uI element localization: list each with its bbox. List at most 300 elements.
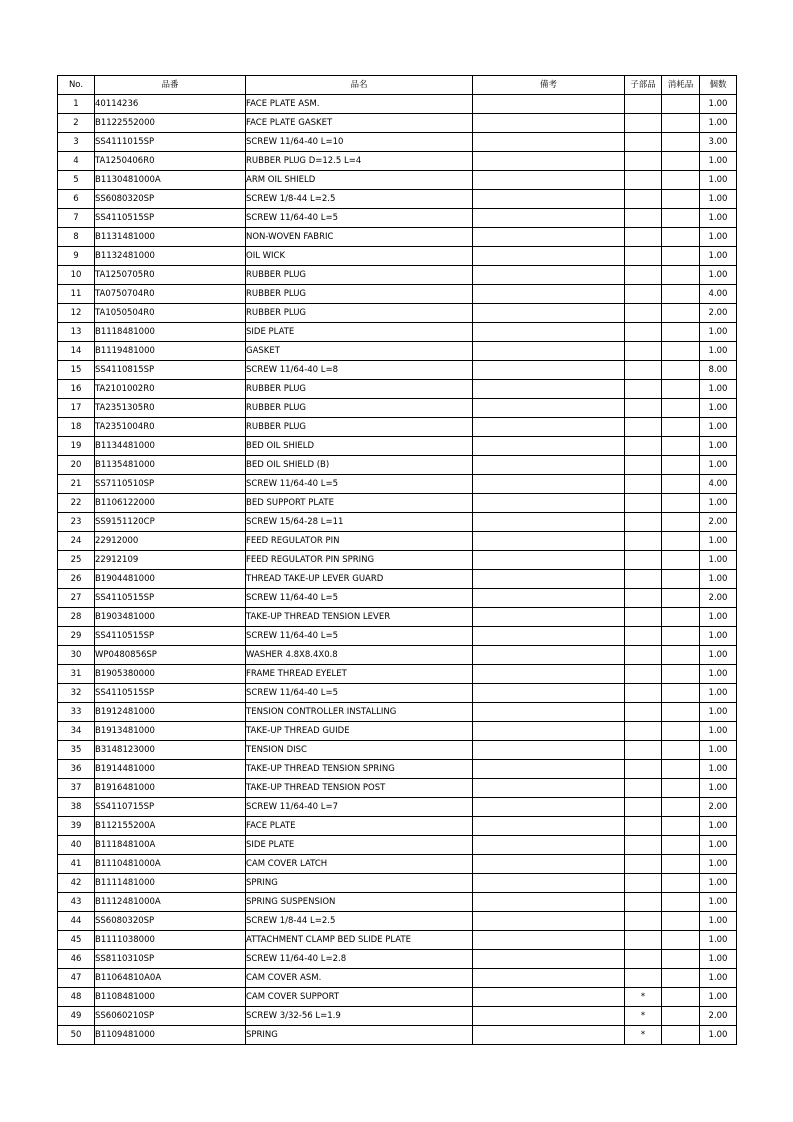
consumable-mark bbox=[662, 608, 700, 627]
remarks-cell bbox=[473, 1007, 625, 1026]
quantity: 1.00 bbox=[700, 399, 737, 418]
quantity: 1.00 bbox=[700, 779, 737, 798]
table-row bbox=[58, 589, 737, 608]
quantity: 1.00 bbox=[700, 1026, 737, 1045]
row-number: 15 bbox=[58, 361, 95, 380]
remarks-cell bbox=[473, 684, 625, 703]
part-name: SPRING SUSPENSION bbox=[246, 893, 473, 912]
part-name: CAM COVER LATCH bbox=[246, 855, 473, 874]
quantity: 1.00 bbox=[700, 874, 737, 893]
table-row bbox=[58, 285, 737, 304]
row-number: 20 bbox=[58, 456, 95, 475]
part-name: RUBBER PLUG bbox=[246, 399, 473, 418]
quantity: 1.00 bbox=[700, 323, 737, 342]
row-number: 6 bbox=[58, 190, 95, 209]
consumable-mark bbox=[662, 836, 700, 855]
remarks-cell bbox=[473, 627, 625, 646]
remarks-cell bbox=[473, 836, 625, 855]
table-row bbox=[58, 722, 737, 741]
sub-part-mark bbox=[625, 399, 662, 418]
consumable-mark bbox=[662, 665, 700, 684]
quantity: 2.00 bbox=[700, 513, 737, 532]
part-code: B1108481000 bbox=[95, 988, 246, 1007]
row-number: 44 bbox=[58, 912, 95, 931]
sub-part-mark bbox=[625, 608, 662, 627]
part-code: B1110481000A bbox=[95, 855, 246, 874]
part-code: 40114236 bbox=[95, 95, 246, 114]
consumable-mark bbox=[662, 969, 700, 988]
sub-part-mark bbox=[625, 912, 662, 931]
quantity: 2.00 bbox=[700, 1007, 737, 1026]
table-row bbox=[58, 703, 737, 722]
row-number: 41 bbox=[58, 855, 95, 874]
sub-part-mark bbox=[625, 323, 662, 342]
part-name: OIL WICK bbox=[246, 247, 473, 266]
part-code: B1913481000 bbox=[95, 722, 246, 741]
row-number: 32 bbox=[58, 684, 95, 703]
remarks-cell bbox=[473, 570, 625, 589]
remarks-cell bbox=[473, 247, 625, 266]
consumable-mark bbox=[662, 228, 700, 247]
consumable-mark bbox=[662, 855, 700, 874]
part-name: SCREW 11/64-40 L=7 bbox=[246, 798, 473, 817]
quantity: 1.00 bbox=[700, 760, 737, 779]
sub-part-mark bbox=[625, 665, 662, 684]
part-name: GASKET bbox=[246, 342, 473, 361]
table-row bbox=[58, 494, 737, 513]
part-code: B3148123000 bbox=[95, 741, 246, 760]
part-name: BED OIL SHIELD bbox=[246, 437, 473, 456]
part-code: B11064810A0A bbox=[95, 969, 246, 988]
remarks-cell bbox=[473, 950, 625, 969]
table-row bbox=[58, 893, 737, 912]
part-code: SS7110510SP bbox=[95, 475, 246, 494]
table-body bbox=[58, 95, 737, 1045]
row-number: 39 bbox=[58, 817, 95, 836]
part-code: TA1050504R0 bbox=[95, 304, 246, 323]
consumable-mark bbox=[662, 190, 700, 209]
consumable-mark bbox=[662, 114, 700, 133]
table-row bbox=[58, 361, 737, 380]
row-number: 19 bbox=[58, 437, 95, 456]
part-name: SCREW 11/64-40 L=2.8 bbox=[246, 950, 473, 969]
sub-part-mark bbox=[625, 380, 662, 399]
consumable-mark bbox=[662, 703, 700, 722]
part-code: B1914481000 bbox=[95, 760, 246, 779]
sub-part-mark bbox=[625, 931, 662, 950]
consumable-mark bbox=[662, 418, 700, 437]
remarks-cell bbox=[473, 988, 625, 1007]
quantity: 1.00 bbox=[700, 684, 737, 703]
table-row bbox=[58, 684, 737, 703]
part-name: SCREW 11/64-40 L=10 bbox=[246, 133, 473, 152]
row-number: 30 bbox=[58, 646, 95, 665]
quantity: 1.00 bbox=[700, 912, 737, 931]
table-row bbox=[58, 665, 737, 684]
table-row bbox=[58, 627, 737, 646]
part-code: B1916481000 bbox=[95, 779, 246, 798]
table-row bbox=[58, 931, 737, 950]
part-name: TAKE-UP THREAD TENSION POST bbox=[246, 779, 473, 798]
quantity: 1.00 bbox=[700, 817, 737, 836]
consumable-mark bbox=[662, 570, 700, 589]
part-code: B1111038000 bbox=[95, 931, 246, 950]
row-number: 33 bbox=[58, 703, 95, 722]
consumable-mark bbox=[662, 760, 700, 779]
row-number: 22 bbox=[58, 494, 95, 513]
quantity: 1.00 bbox=[700, 627, 737, 646]
sub-part-mark bbox=[625, 494, 662, 513]
quantity: 1.00 bbox=[700, 437, 737, 456]
header-consumable: 消耗品 bbox=[662, 76, 700, 95]
part-code: TA2351305R0 bbox=[95, 399, 246, 418]
remarks-cell bbox=[473, 760, 625, 779]
quantity: 1.00 bbox=[700, 247, 737, 266]
part-name: FACE PLATE GASKET bbox=[246, 114, 473, 133]
sub-part-mark bbox=[625, 703, 662, 722]
quantity: 1.00 bbox=[700, 152, 737, 171]
part-name: FACE PLATE ASM. bbox=[246, 95, 473, 114]
row-number: 24 bbox=[58, 532, 95, 551]
row-number: 4 bbox=[58, 152, 95, 171]
remarks-cell bbox=[473, 551, 625, 570]
remarks-cell bbox=[473, 190, 625, 209]
part-name: CAM COVER SUPPORT bbox=[246, 988, 473, 1007]
table-row bbox=[58, 114, 737, 133]
row-number: 46 bbox=[58, 950, 95, 969]
quantity: 1.00 bbox=[700, 741, 737, 760]
part-name: TAKE-UP THREAD TENSION LEVER bbox=[246, 608, 473, 627]
consumable-mark bbox=[662, 95, 700, 114]
row-number: 45 bbox=[58, 931, 95, 950]
table-row bbox=[58, 874, 737, 893]
row-number: 28 bbox=[58, 608, 95, 627]
sub-part-mark bbox=[625, 646, 662, 665]
remarks-cell bbox=[473, 266, 625, 285]
part-code: B1904481000 bbox=[95, 570, 246, 589]
part-code: B112155200A bbox=[95, 817, 246, 836]
part-code: B1119481000 bbox=[95, 342, 246, 361]
row-number: 9 bbox=[58, 247, 95, 266]
part-name: FEED REGULATOR PIN SPRING bbox=[246, 551, 473, 570]
table-row bbox=[58, 190, 737, 209]
sub-part-mark bbox=[625, 114, 662, 133]
row-number: 14 bbox=[58, 342, 95, 361]
consumable-mark bbox=[662, 950, 700, 969]
consumable-mark bbox=[662, 817, 700, 836]
quantity: 4.00 bbox=[700, 475, 737, 494]
sub-part-mark bbox=[625, 475, 662, 494]
part-name: RUBBER PLUG bbox=[246, 266, 473, 285]
quantity: 1.00 bbox=[700, 95, 737, 114]
row-number: 12 bbox=[58, 304, 95, 323]
part-code: SS8110310SP bbox=[95, 950, 246, 969]
row-number: 27 bbox=[58, 589, 95, 608]
consumable-mark bbox=[662, 779, 700, 798]
part-name: SPRING bbox=[246, 874, 473, 893]
part-code: SS4111015SP bbox=[95, 133, 246, 152]
quantity: 2.00 bbox=[700, 798, 737, 817]
consumable-mark bbox=[662, 152, 700, 171]
remarks-cell bbox=[473, 589, 625, 608]
part-code: B1132481000 bbox=[95, 247, 246, 266]
quantity: 1.00 bbox=[700, 228, 737, 247]
consumable-mark bbox=[662, 1007, 700, 1026]
table-row bbox=[58, 646, 737, 665]
table-row bbox=[58, 760, 737, 779]
part-name: RUBBER PLUG bbox=[246, 380, 473, 399]
table-row bbox=[58, 209, 737, 228]
part-code: B1903481000 bbox=[95, 608, 246, 627]
remarks-cell bbox=[473, 114, 625, 133]
remarks-cell bbox=[473, 342, 625, 361]
sub-part-mark bbox=[625, 950, 662, 969]
quantity: 1.00 bbox=[700, 114, 737, 133]
quantity: 1.00 bbox=[700, 380, 737, 399]
sub-part-mark bbox=[625, 627, 662, 646]
part-name: RUBBER PLUG D=12.5 L=4 bbox=[246, 152, 473, 171]
remarks-cell bbox=[473, 665, 625, 684]
part-code: SS4110515SP bbox=[95, 209, 246, 228]
row-number: 26 bbox=[58, 570, 95, 589]
consumable-mark bbox=[662, 513, 700, 532]
part-name: SPRING bbox=[246, 1026, 473, 1045]
quantity: 3.00 bbox=[700, 133, 737, 152]
row-number: 48 bbox=[58, 988, 95, 1007]
sub-part-mark bbox=[625, 228, 662, 247]
part-name: BED SUPPORT PLATE bbox=[246, 494, 473, 513]
table-row bbox=[58, 95, 737, 114]
sub-part-mark bbox=[625, 342, 662, 361]
part-code: B1130481000A bbox=[95, 171, 246, 190]
table-row bbox=[58, 437, 737, 456]
quantity: 1.00 bbox=[700, 646, 737, 665]
remarks-cell bbox=[473, 912, 625, 931]
consumable-mark bbox=[662, 912, 700, 931]
table-row bbox=[58, 532, 737, 551]
remarks-cell bbox=[473, 741, 625, 760]
consumable-mark bbox=[662, 494, 700, 513]
consumable-mark bbox=[662, 722, 700, 741]
consumable-mark bbox=[662, 399, 700, 418]
remarks-cell bbox=[473, 969, 625, 988]
part-code: SS4110515SP bbox=[95, 589, 246, 608]
sub-part-mark bbox=[625, 760, 662, 779]
part-name: SCREW 11/64-40 L=5 bbox=[246, 589, 473, 608]
consumable-mark bbox=[662, 209, 700, 228]
consumable-mark bbox=[662, 741, 700, 760]
sub-part-mark bbox=[625, 817, 662, 836]
remarks-cell bbox=[473, 703, 625, 722]
part-name: THREAD TAKE-UP LEVER GUARD bbox=[246, 570, 473, 589]
quantity: 1.00 bbox=[700, 988, 737, 1007]
quantity: 1.00 bbox=[700, 950, 737, 969]
consumable-mark bbox=[662, 589, 700, 608]
header-part-code: 品番 bbox=[95, 76, 246, 95]
sub-part-mark bbox=[625, 266, 662, 285]
part-code: TA1250406R0 bbox=[95, 152, 246, 171]
row-number: 36 bbox=[58, 760, 95, 779]
remarks-cell bbox=[473, 380, 625, 399]
quantity: 2.00 bbox=[700, 589, 737, 608]
part-name: WASHER 4.8X8.4X0.8 bbox=[246, 646, 473, 665]
table-row bbox=[58, 988, 737, 1007]
part-name: TAKE-UP THREAD TENSION SPRING bbox=[246, 760, 473, 779]
part-name: ATTACHMENT CLAMP BED SLIDE PLATE bbox=[246, 931, 473, 950]
remarks-cell bbox=[473, 95, 625, 114]
remarks-cell bbox=[473, 779, 625, 798]
part-code: TA1250705R0 bbox=[95, 266, 246, 285]
part-name: FEED REGULATOR PIN bbox=[246, 532, 473, 551]
row-number: 37 bbox=[58, 779, 95, 798]
part-code: SS6080320SP bbox=[95, 912, 246, 931]
table-row bbox=[58, 551, 737, 570]
part-name: RUBBER PLUG bbox=[246, 304, 473, 323]
table-row bbox=[58, 779, 737, 798]
quantity: 1.00 bbox=[700, 836, 737, 855]
table-row bbox=[58, 133, 737, 152]
row-number: 2 bbox=[58, 114, 95, 133]
part-name: FACE PLATE bbox=[246, 817, 473, 836]
consumable-mark bbox=[662, 551, 700, 570]
remarks-cell bbox=[473, 855, 625, 874]
part-code: SS4110515SP bbox=[95, 684, 246, 703]
consumable-mark bbox=[662, 342, 700, 361]
remarks-cell bbox=[473, 817, 625, 836]
consumable-mark bbox=[662, 684, 700, 703]
table-row bbox=[58, 1007, 737, 1026]
quantity: 1.00 bbox=[700, 532, 737, 551]
sub-part-mark bbox=[625, 532, 662, 551]
part-code: B1905380000 bbox=[95, 665, 246, 684]
sub-part-mark bbox=[625, 969, 662, 988]
remarks-cell bbox=[473, 285, 625, 304]
table-row bbox=[58, 798, 737, 817]
sub-part-mark bbox=[625, 589, 662, 608]
sub-part-mark bbox=[625, 285, 662, 304]
header-sub-part: 子部品 bbox=[625, 76, 662, 95]
part-name: RUBBER PLUG bbox=[246, 285, 473, 304]
part-code: B1112481000A bbox=[95, 893, 246, 912]
part-code: B1134481000 bbox=[95, 437, 246, 456]
quantity: 1.00 bbox=[700, 456, 737, 475]
remarks-cell bbox=[473, 874, 625, 893]
consumable-mark bbox=[662, 874, 700, 893]
part-name: SIDE PLATE bbox=[246, 323, 473, 342]
table-row bbox=[58, 399, 737, 418]
sub-part-mark: * bbox=[625, 988, 662, 1007]
part-name: NON-WOVEN FABRIC bbox=[246, 228, 473, 247]
row-number: 18 bbox=[58, 418, 95, 437]
quantity: 1.00 bbox=[700, 266, 737, 285]
sub-part-mark bbox=[625, 570, 662, 589]
quantity: 1.00 bbox=[700, 855, 737, 874]
consumable-mark bbox=[662, 266, 700, 285]
row-number: 17 bbox=[58, 399, 95, 418]
table-row bbox=[58, 342, 737, 361]
sub-part-mark bbox=[625, 418, 662, 437]
consumable-mark bbox=[662, 893, 700, 912]
remarks-cell bbox=[473, 532, 625, 551]
part-code: SS6060210SP bbox=[95, 1007, 246, 1026]
sub-part-mark bbox=[625, 855, 662, 874]
header-part-name: 品名 bbox=[246, 76, 473, 95]
consumable-mark bbox=[662, 798, 700, 817]
remarks-cell bbox=[473, 399, 625, 418]
table-row bbox=[58, 418, 737, 437]
table-header bbox=[58, 76, 737, 95]
part-code: TA2101002R0 bbox=[95, 380, 246, 399]
row-number: 1 bbox=[58, 95, 95, 114]
remarks-cell bbox=[473, 798, 625, 817]
quantity: 1.00 bbox=[700, 931, 737, 950]
remarks-cell bbox=[473, 722, 625, 741]
part-name: SCREW 11/64-40 L=5 bbox=[246, 684, 473, 703]
sub-part-mark bbox=[625, 152, 662, 171]
part-name: TAKE-UP THREAD GUIDE bbox=[246, 722, 473, 741]
quantity: 1.00 bbox=[700, 209, 737, 228]
quantity: 1.00 bbox=[700, 171, 737, 190]
part-name: BED OIL SHIELD (B) bbox=[246, 456, 473, 475]
remarks-cell bbox=[473, 931, 625, 950]
sub-part-mark bbox=[625, 209, 662, 228]
row-number: 21 bbox=[58, 475, 95, 494]
remarks-cell bbox=[473, 1026, 625, 1045]
table-row bbox=[58, 1026, 737, 1045]
row-number: 25 bbox=[58, 551, 95, 570]
part-code: 22912000 bbox=[95, 532, 246, 551]
sub-part-mark bbox=[625, 836, 662, 855]
consumable-mark bbox=[662, 627, 700, 646]
remarks-cell bbox=[473, 475, 625, 494]
sub-part-mark bbox=[625, 893, 662, 912]
quantity: 4.00 bbox=[700, 285, 737, 304]
row-number: 3 bbox=[58, 133, 95, 152]
row-number: 10 bbox=[58, 266, 95, 285]
table-row bbox=[58, 912, 737, 931]
header-row bbox=[58, 76, 737, 95]
part-code: WP0480856SP bbox=[95, 646, 246, 665]
part-code: SS4110715SP bbox=[95, 798, 246, 817]
sub-part-mark bbox=[625, 722, 662, 741]
row-number: 11 bbox=[58, 285, 95, 304]
consumable-mark bbox=[662, 323, 700, 342]
consumable-mark bbox=[662, 437, 700, 456]
row-number: 40 bbox=[58, 836, 95, 855]
quantity: 1.00 bbox=[700, 893, 737, 912]
part-code: B1118481000 bbox=[95, 323, 246, 342]
quantity: 1.00 bbox=[700, 722, 737, 741]
row-number: 16 bbox=[58, 380, 95, 399]
sub-part-mark bbox=[625, 171, 662, 190]
part-name: SCREW 1/8-44 L=2.5 bbox=[246, 912, 473, 931]
quantity: 8.00 bbox=[700, 361, 737, 380]
table-row bbox=[58, 456, 737, 475]
part-name: SCREW 1/8-44 L=2.5 bbox=[246, 190, 473, 209]
quantity: 1.00 bbox=[700, 608, 737, 627]
remarks-cell bbox=[473, 228, 625, 247]
part-code: B1122552000 bbox=[95, 114, 246, 133]
header-remarks: 備考 bbox=[473, 76, 625, 95]
remarks-cell bbox=[473, 209, 625, 228]
part-name: TENSION CONTROLLER INSTALLING bbox=[246, 703, 473, 722]
part-name: RUBBER PLUG bbox=[246, 418, 473, 437]
sub-part-mark bbox=[625, 551, 662, 570]
part-name: SCREW 11/64-40 L=5 bbox=[246, 627, 473, 646]
part-code: B1111481000 bbox=[95, 874, 246, 893]
row-number: 50 bbox=[58, 1026, 95, 1045]
remarks-cell bbox=[473, 361, 625, 380]
